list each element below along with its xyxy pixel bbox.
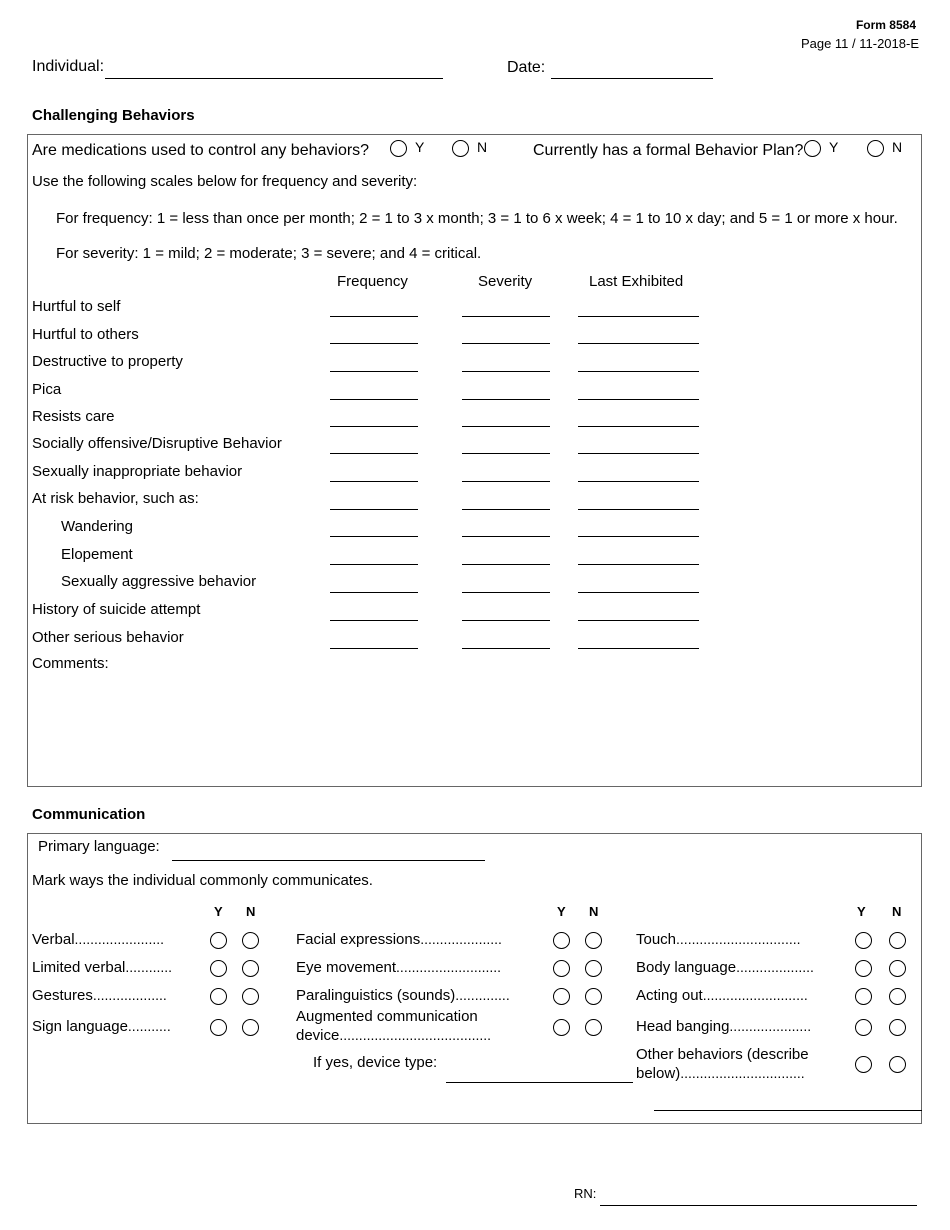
behavior-plan-yes-radio[interactable] — [804, 140, 821, 157]
last-exhibited-field[interactable] — [578, 426, 699, 427]
dot-leader: ................................ — [676, 931, 801, 947]
row-label: Elopement — [61, 546, 133, 563]
scales-intro: Use the following scales below for frequency and severity: — [32, 173, 418, 190]
frequency-field[interactable] — [330, 371, 418, 372]
last-exhibited-field[interactable] — [578, 509, 699, 510]
touch-yes-radio[interactable] — [855, 932, 872, 949]
page-info: Page 11 / 11-2018-E — [800, 36, 919, 51]
head-banging-yes-radio[interactable] — [855, 1019, 872, 1036]
paralinguistics-no-radio[interactable] — [585, 988, 602, 1005]
head-banging-no-radio[interactable] — [889, 1019, 906, 1036]
comm-item-label: Body language — [636, 959, 737, 976]
augmented-communication-no-radio[interactable] — [585, 1019, 602, 1036]
date-field[interactable] — [551, 78, 713, 79]
row-label: Wandering — [61, 518, 133, 535]
comm-item-touch — [636, 931, 801, 948]
severity-field[interactable] — [462, 536, 550, 537]
col2-no-header: N — [589, 904, 599, 919]
dot-leader: .................... — [736, 959, 814, 975]
column-header-last-exhibited: Last Exhibited — [589, 273, 684, 290]
severity-field[interactable] — [462, 620, 550, 621]
comm-item-label: Facial expressions — [296, 931, 421, 948]
comm-item-label: Verbal — [32, 931, 75, 948]
frequency-field[interactable] — [330, 592, 418, 593]
behavior-plan-no-radio[interactable] — [867, 140, 884, 157]
dot-leader: ..................... — [729, 1018, 812, 1034]
last-exhibited-field[interactable] — [578, 481, 699, 482]
comm-item-label: Gestures — [32, 987, 93, 1004]
row-label: History of suicide attempt — [32, 601, 201, 618]
severity-field[interactable] — [462, 316, 550, 317]
medications-yes-radio[interactable] — [390, 140, 407, 157]
frequency-field[interactable] — [330, 648, 418, 649]
device-type-label: If yes, device type: — [313, 1054, 438, 1071]
other-behaviors-no-radio[interactable] — [889, 1056, 906, 1073]
acting-out-yes-radio[interactable] — [855, 988, 872, 1005]
rn-label: RN: — [574, 1186, 597, 1201]
row-label: Hurtful to self — [32, 298, 121, 315]
verbal-no-radio[interactable] — [242, 932, 259, 949]
comm-item-sign-language — [32, 1018, 171, 1035]
device-type-field[interactable] — [446, 1082, 633, 1083]
last-exhibited-field[interactable] — [578, 399, 699, 400]
last-exhibited-field[interactable] — [578, 371, 699, 372]
col3-yes-header: Y — [857, 904, 866, 919]
comm-item-label: Touch — [636, 931, 677, 948]
facial-expressions-yes-radio[interactable] — [553, 932, 570, 949]
frequency-field[interactable] — [330, 620, 418, 621]
row-label: Resists care — [32, 408, 115, 425]
eye-movement-no-radio[interactable] — [585, 960, 602, 977]
body-language-yes-radio[interactable] — [855, 960, 872, 977]
last-exhibited-field[interactable] — [578, 316, 699, 317]
comm-item-augmented-line1: Augmented communication — [296, 1008, 478, 1025]
severity-field[interactable] — [462, 648, 550, 649]
severity-field[interactable] — [462, 453, 550, 454]
severity-field[interactable] — [462, 592, 550, 593]
primary-language-field[interactable] — [172, 860, 485, 861]
row-label: At risk behavior, such as: — [32, 490, 199, 507]
dot-leader: ................................ — [680, 1065, 805, 1081]
medications-question: Are medications used to control any behaviors? — [32, 142, 370, 159]
dot-leader: ........................... — [396, 959, 502, 975]
sign-language-yes-radio[interactable] — [210, 1019, 227, 1036]
behavior-plan-question: Currently has a formal Behavior Plan? — [533, 142, 804, 159]
comm-item-other-behaviors-line2 — [636, 1065, 805, 1082]
comm-item-augmented-line2 — [296, 1027, 492, 1044]
gestures-no-radio[interactable] — [242, 988, 259, 1005]
comm-item-label: Acting out — [636, 987, 703, 1004]
sign-language-no-radio[interactable] — [242, 1019, 259, 1036]
frequency-field[interactable] — [330, 453, 418, 454]
comm-item-eye-movement — [296, 959, 502, 976]
frequency-field[interactable] — [330, 399, 418, 400]
last-exhibited-field[interactable] — [578, 536, 699, 537]
dot-leader: ................... — [92, 987, 167, 1003]
communication-instruction: Mark ways the individual commonly communicates. — [32, 872, 373, 889]
col1-yes-header: Y — [214, 904, 223, 919]
severity-field[interactable] — [462, 399, 550, 400]
col2-yes-header: Y — [557, 904, 566, 919]
comm-item-label: Head banging — [636, 1018, 730, 1035]
comm-item-label: below) — [636, 1065, 681, 1082]
other-behaviors-describe-field[interactable] — [654, 1110, 922, 1111]
frequency-scale: For frequency: 1 = less than once per month; 2 = 1 to 3 x month; 3 = 1 to 6 x week; 4 = 1 to 10 x day; and 5 = 1 or more x hour. — [56, 210, 898, 227]
row-label: Sexually aggressive behavior — [61, 573, 257, 590]
severity-field[interactable] — [462, 426, 550, 427]
eye-movement-yes-radio[interactable] — [553, 960, 570, 977]
severity-field[interactable] — [462, 481, 550, 482]
limited-verbal-yes-radio[interactable] — [210, 960, 227, 977]
severity-field[interactable] — [462, 509, 550, 510]
severity-field[interactable] — [462, 371, 550, 372]
comm-item-limited-verbal — [32, 959, 173, 976]
other-behaviors-yes-radio[interactable] — [855, 1056, 872, 1073]
frequency-field[interactable] — [330, 316, 418, 317]
date-label: Date: — [507, 59, 546, 76]
section-title-communication: Communication — [32, 806, 146, 823]
acting-out-no-radio[interactable] — [889, 988, 906, 1005]
dot-leader: ..................... — [420, 931, 502, 947]
facial-expressions-no-radio[interactable] — [585, 932, 602, 949]
verbal-yes-radio[interactable] — [210, 932, 227, 949]
frequency-field[interactable] — [330, 343, 418, 344]
last-exhibited-field[interactable] — [578, 592, 699, 593]
dot-leader: ....................................... — [339, 1027, 492, 1043]
dot-leader: ....................... — [74, 931, 165, 947]
gestures-yes-radio[interactable] — [210, 988, 227, 1005]
row-label: Hurtful to others — [32, 326, 139, 343]
section-title-behaviors: Challenging Behaviors — [32, 107, 195, 124]
individual-label: Individual: — [32, 58, 105, 75]
comm-item-other-behaviors-line1: Other behaviors (describe — [636, 1046, 809, 1063]
body-language-no-radio[interactable] — [889, 960, 906, 977]
dot-leader: ............ — [125, 959, 173, 975]
comm-item-acting-out — [636, 987, 808, 1004]
comm-item-label: device — [296, 1027, 340, 1044]
primary-language-label: Primary language: — [38, 838, 160, 855]
dot-leader: ........................... — [702, 987, 808, 1003]
frequency-field[interactable] — [330, 481, 418, 482]
severity-field[interactable] — [462, 564, 550, 565]
frequency-field[interactable] — [330, 509, 418, 510]
col1-no-header: N — [246, 904, 256, 919]
comm-item-label: Eye movement — [296, 959, 397, 976]
comm-item-verbal — [32, 931, 165, 948]
comm-item-label: Limited verbal — [32, 959, 126, 976]
last-exhibited-field[interactable] — [578, 453, 699, 454]
comm-item-label: Sign language — [32, 1018, 128, 1035]
comm-item-head-banging — [636, 1018, 812, 1035]
comm-item-paralinguistics — [296, 987, 510, 1004]
row-label: Pica — [32, 381, 62, 398]
col3-no-header: N — [892, 904, 902, 919]
comments-label: Comments: — [32, 655, 109, 672]
comm-item-facial-expressions — [296, 931, 502, 948]
touch-no-radio[interactable] — [889, 932, 906, 949]
last-exhibited-field[interactable] — [578, 343, 699, 344]
comments-area[interactable] — [30, 675, 918, 783]
column-header-frequency: Frequency — [337, 273, 408, 290]
form-number: Form 8584 — [855, 18, 916, 32]
frequency-field[interactable] — [330, 564, 418, 565]
medications-no-radio[interactable] — [452, 140, 469, 157]
limited-verbal-no-radio[interactable] — [242, 960, 259, 977]
column-header-severity: Severity — [478, 273, 533, 290]
severity-scale: For severity: 1 = mild; 2 = moderate; 3 = severe; and 4 = critical. — [56, 245, 482, 262]
last-exhibited-field[interactable] — [578, 564, 699, 565]
row-label: Socially offensive/Disruptive Behavior — [32, 435, 282, 452]
augmented-communication-yes-radio[interactable] — [553, 1019, 570, 1036]
frequency-field[interactable] — [330, 426, 418, 427]
last-exhibited-field[interactable] — [578, 620, 699, 621]
row-label: Destructive to property — [32, 353, 183, 370]
dot-leader: ........... — [127, 1018, 171, 1034]
comm-item-gestures — [32, 987, 167, 1004]
paralinguistics-yes-radio[interactable] — [553, 988, 570, 1005]
medications-yes-label: Y — [415, 139, 425, 155]
severity-field[interactable] — [462, 343, 550, 344]
individual-field[interactable] — [105, 78, 443, 79]
last-exhibited-field[interactable] — [578, 648, 699, 649]
comm-item-body-language — [636, 959, 814, 976]
behavior-plan-no-label: N — [892, 139, 903, 155]
medications-no-label: N — [477, 139, 488, 155]
behavior-plan-yes-label: Y — [829, 139, 839, 155]
frequency-field[interactable] — [330, 536, 418, 537]
dot-leader: .............. — [455, 987, 510, 1003]
comm-item-label: Paralinguistics (sounds) — [296, 987, 456, 1004]
row-label: Sexually inappropriate behavior — [32, 463, 243, 480]
rn-signature-field[interactable] — [600, 1205, 917, 1206]
row-label: Other serious behavior — [32, 629, 184, 646]
